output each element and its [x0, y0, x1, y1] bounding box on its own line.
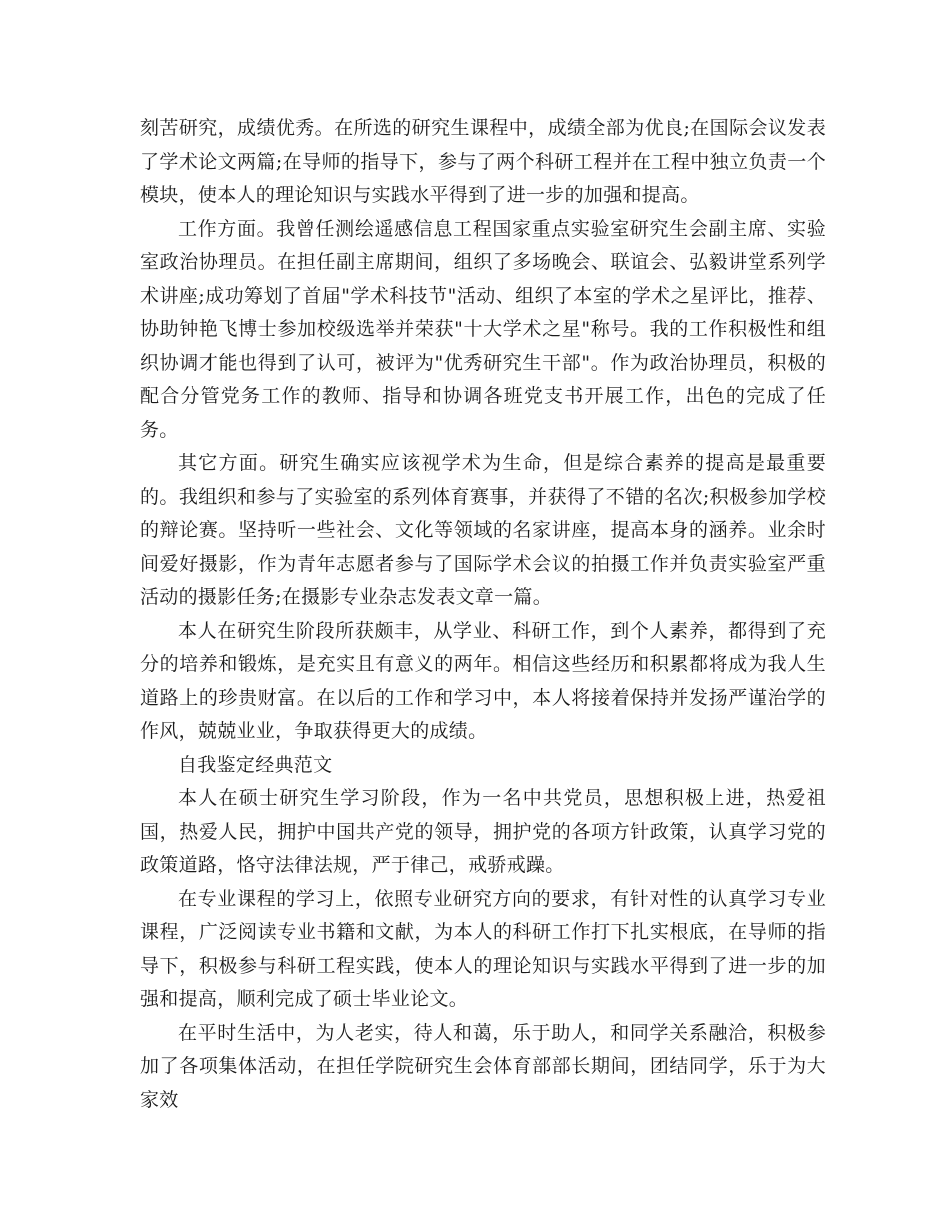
paragraph-summary: 本人在研究生阶段所获颇丰，从学业、科研工作，到个人素养，都得到了充分的培养和锻炼，是充实且有意义的两年。相信这些经历和积累都将成为我人生道路上的珍贵财富。在以后的工作和学习中，本人将接着保持并发扬严谨治学的作风，兢兢业业，争取获得更大的成绩。: [140, 619, 826, 742]
paragraph-work: 工作方面。我曾任测绘遥感信息工程国家重点实验室研究生会副主席、实验室政治协理员。在担任副主席期间，组织了多场晚会、联谊会、弘毅讲堂系列学术讲座;成功筹划了首届"学术科技节"活动、组织了本室的学术之星评比，推荐、协助钟艳飞博士参加校级选举并荣获"十大学术之星"称号。我的工作积极性和组织协调才能也得到了认可，被评为"优秀研究生干部"。作为政治协理员，积极的配合分管党务工作的教师、指导和协调各班党支书开展工作，出色的完成了任务。: [140, 217, 826, 441]
section-heading: 自我鉴定经典范文: [178, 753, 333, 776]
document-body: [140, 112, 826, 1117]
paragraph-political: 本人在硕士研究生学习阶段，作为一名中共党员，思想积极上进，热爱祖国，热爱人民，拥护中国共产党的领导，拥护党的各项方针政策，认真学习党的政策道路，恪守法律法规，严于律己，戒骄戒躁。: [140, 787, 826, 876]
paragraph-study: 在专业课程的学习上，依照专业研究方向的要求，有针对性的认真学习专业课程，广泛阅读专业书籍和文献，为本人的科研工作打下扎实根底，在导师的指导下，积极参与科研工程实践，使本人的理论知识与实践水平得到了进一步的加强和提高，顺利完成了硕士毕业论文。: [140, 887, 826, 1010]
paragraph-continuation: 刻苦研究，成绩优秀。在所选的研究生课程中，成绩全部为优良;在国际会议发表了学术论文两篇;在导师的指导下，参与了两个科研工程并在工程中独立负责一个模块，使本人的理论知识与实践水平得到了进一步的加强和提高。: [140, 117, 826, 206]
paragraph-life: 在平时生活中，为人老实，待人和蔼，乐于助人，和同学关系融洽，积极参加了各项集体活动，在担任学院研究生会体育部部长期间，团结同学，乐于为大家效: [140, 1021, 826, 1111]
paragraph-other: 其它方面。研究生确实应该视学术为生命，但是综合素养的提高是最重要的。我组织和参与了实验室的系列体育赛事，并获得了不错的名次;积极参加学校的辩论赛。坚持听一些社会、文化等领域的名家讲座，提高本身的涵养。业余时间爱好摄影，作为青年志愿者参与了国际学术会议的拍摄工作并负责实验室严重活动的摄影任务;在摄影专业杂志发表文章一篇。: [140, 452, 826, 608]
